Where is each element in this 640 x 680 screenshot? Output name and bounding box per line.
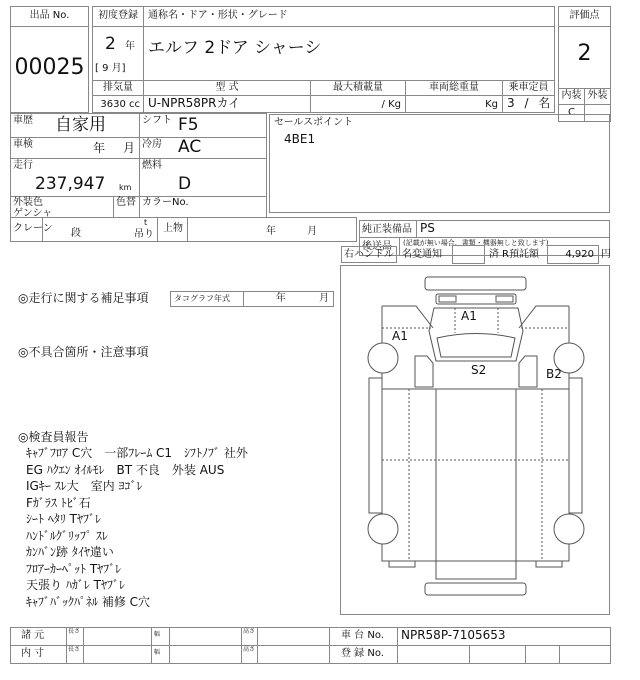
lot-number: 00025 xyxy=(14,55,85,80)
cargo-bed xyxy=(382,389,569,561)
reg-no-label: 登 録 No. xyxy=(341,648,384,659)
shift-cell xyxy=(139,113,267,138)
rhd-badge: 右ハンドル xyxy=(344,249,394,260)
model-cell xyxy=(143,95,311,113)
sales-point-box xyxy=(269,114,610,213)
score-cell xyxy=(558,26,611,89)
fuel-label: 燃料 xyxy=(142,160,162,171)
reg-year: 2 xyxy=(105,34,116,54)
disp-label-cell xyxy=(92,80,144,96)
inspector-note-line: ﾌﾛｱｰｶｰﾍﾟｯﾄ Tﾔﾌﾞﾚ xyxy=(26,561,122,576)
shaken-cell xyxy=(10,137,140,159)
model-label: 型 式 xyxy=(215,82,239,93)
inspector-note-line: 天張り ﾊｶﾞﾚ Tﾔﾌﾞﾚ xyxy=(26,578,125,592)
color-value: ゲンシャ xyxy=(13,208,53,219)
reg-date-cell xyxy=(92,26,144,81)
inspector-note-line: EG ﾊｸｴﾝ ｵｲﾙﾓﾚ BT 不良 外装 AUS xyxy=(26,462,225,477)
max-load: / Kg xyxy=(381,99,401,110)
score-value: 2 xyxy=(577,41,592,66)
lot-number-cell xyxy=(10,26,89,113)
damage-mark: A1 xyxy=(461,309,477,323)
recycle-prefix: 済 xyxy=(489,249,499,260)
model-label-cell xyxy=(143,80,311,96)
rear-bumper xyxy=(425,583,526,595)
history-value: 自家用 xyxy=(55,115,106,135)
shift-value: F5 xyxy=(178,115,199,135)
width-label: 幅 xyxy=(154,649,161,656)
crane-ton: t xyxy=(144,218,148,227)
crane-lift: 吊り xyxy=(134,229,154,240)
displacement: 3630 cc xyxy=(100,99,140,110)
rhd-cell xyxy=(341,246,397,263)
reg-year-unit: 年 xyxy=(125,41,135,52)
cap-label-cell xyxy=(502,80,555,96)
spec-label: 諸 元 xyxy=(21,630,45,641)
spec-table xyxy=(10,627,611,664)
tacho-box xyxy=(170,291,334,307)
inspector-note-line: ｷｬﾌﾞﾌﾛｱ C穴 一部ﾌﾚｰﾑ C1 ｼﾌﾄﾉﾌﾞ 社外 xyxy=(26,446,248,460)
gvw-label-cell xyxy=(405,80,503,96)
ac-value: AC xyxy=(178,137,202,157)
inspector-note-line: Fｶﾞﾗｽ ﾄﾋﾞ石 xyxy=(26,495,91,510)
inspector-heading: ◎検査員報告 xyxy=(18,430,89,444)
front-bumper xyxy=(425,277,526,290)
reg-month: [ 9 月] xyxy=(95,63,126,74)
exterior-label-cell xyxy=(584,88,611,105)
lot-label: 出品 No. xyxy=(29,10,70,21)
color-change-cell xyxy=(113,196,140,218)
disp-cell xyxy=(92,95,144,113)
recycle-label: R預託額 xyxy=(502,249,539,260)
defects-heading: ◎不具合箇所・注意事項 xyxy=(18,345,149,359)
load-label: 最大積載量 xyxy=(333,82,383,93)
gross-weight: Kg xyxy=(485,99,498,110)
gvw-label: 車両総重量 xyxy=(429,82,479,93)
tacho-label: タコグラフ年式 xyxy=(174,294,230,303)
vehicle-name: エルフ 2ドア シャーシ xyxy=(148,38,322,58)
height-label: 高さ xyxy=(243,646,256,653)
color-no-label: カラーNo. xyxy=(142,197,189,208)
vehicle-diagram xyxy=(340,265,610,615)
name-label: 通称名・ドア・形状・グレード xyxy=(148,10,288,21)
length-label: 長さ xyxy=(68,646,81,653)
cap-label: 乗車定員 xyxy=(508,82,549,93)
color-no-cell xyxy=(139,196,267,218)
shift-label: シフト xyxy=(142,115,172,126)
body-label: 上物 xyxy=(163,223,183,234)
sales-label: セールスポイント xyxy=(274,117,354,128)
reg-label-cell xyxy=(92,6,144,27)
history-label: 車歴 xyxy=(13,115,33,126)
fuel-cell xyxy=(139,158,267,197)
model-code: U-NPR58PRカイ xyxy=(148,96,241,110)
shaken-label: 車検 xyxy=(13,139,33,150)
inspector-note-line: IGｷｰ ｽﾚ大 室内 ﾖｺﾞﾚ xyxy=(26,479,143,493)
color-change-label: 色替 xyxy=(116,197,136,208)
fuel-value: D xyxy=(178,174,192,194)
shaken-value: 年 月 xyxy=(93,141,135,155)
score-label: 評価点 xyxy=(569,10,600,21)
ac-cell xyxy=(139,137,267,159)
lot-label-cell xyxy=(10,6,89,27)
running-notes-heading: ◎走行に関する補足事項 xyxy=(18,291,149,305)
width-label: 幅 xyxy=(154,631,161,638)
interior-grade: C xyxy=(568,107,575,118)
load-cell xyxy=(310,95,406,113)
inspector-note-line: ｷｬﾌﾞﾊﾞｯｸﾊﾟﾈﾙ 補修 C穴 xyxy=(26,594,151,609)
mileage-label: 走行 xyxy=(13,160,33,171)
interior-label-cell xyxy=(558,88,585,105)
later-label: 後送品 xyxy=(362,241,392,252)
length-label: 長さ xyxy=(68,628,81,635)
recycle-cell xyxy=(547,245,599,264)
history-cell xyxy=(10,113,140,138)
yen-unit: 円 xyxy=(601,249,611,260)
name-change-label: 名変通知 xyxy=(402,249,442,260)
inspector-note-line: ｶﾝﾊﾞﾝ跡 ﾀｲﾔ違い xyxy=(26,545,114,559)
mileage-cell xyxy=(10,158,140,197)
cap-cell xyxy=(502,95,555,113)
height-label: 高さ xyxy=(243,628,256,635)
chassis-label: 車 台 No. xyxy=(341,630,384,641)
crane-row xyxy=(10,217,357,242)
equip-value: PS xyxy=(420,221,435,235)
body-date: 年 月 xyxy=(266,226,318,237)
vehicle-name-cell xyxy=(143,26,555,81)
name-change-box xyxy=(452,245,485,264)
load-label-cell xyxy=(310,80,406,96)
mileage-unit: km xyxy=(119,183,132,192)
capacity: 3 / 名 xyxy=(507,96,551,110)
damage-mark: S2 xyxy=(471,363,487,377)
name-label-cell xyxy=(143,6,555,27)
damage-mark: A1 xyxy=(392,329,408,343)
inspector-note-line: ﾊﾝﾄﾞﾙｸﾞﾘｯﾌﾟ ｽﾚ xyxy=(26,528,108,543)
damage-mark: B2 xyxy=(546,367,562,381)
sales-value: 4BE1 xyxy=(284,132,316,146)
later-note: (記載が無い場合、書類・機器無しと致します) xyxy=(403,239,549,247)
gvw-cell xyxy=(405,95,503,113)
inspector-note-line: ｼｰﾄ ﾍﾀﾘ Tﾔﾌﾞﾚ xyxy=(26,512,101,526)
disp-label: 排気量 xyxy=(103,82,133,93)
equip-label: 純正装備品 xyxy=(362,224,412,235)
ac-label: 冷房 xyxy=(142,139,162,150)
chassis-number: NPR58P-7105653 xyxy=(401,628,506,642)
exterior-label: 外装 xyxy=(587,90,608,101)
crane-stages: 段 xyxy=(71,228,81,239)
interior-label: 内装 xyxy=(561,90,582,101)
color-label: 外装色 xyxy=(13,197,43,208)
score-label-cell xyxy=(558,6,611,27)
inner-label: 内 寸 xyxy=(21,648,45,659)
equip-row xyxy=(359,220,610,238)
mileage-value: 237,947 xyxy=(35,174,106,194)
reg-label: 初度登録 xyxy=(98,10,138,21)
recycle-amount: 4,920 xyxy=(565,249,594,260)
crane-label: クレーン xyxy=(13,223,53,234)
color-cell xyxy=(10,196,114,218)
tacho-date: 年 月 xyxy=(275,293,329,304)
